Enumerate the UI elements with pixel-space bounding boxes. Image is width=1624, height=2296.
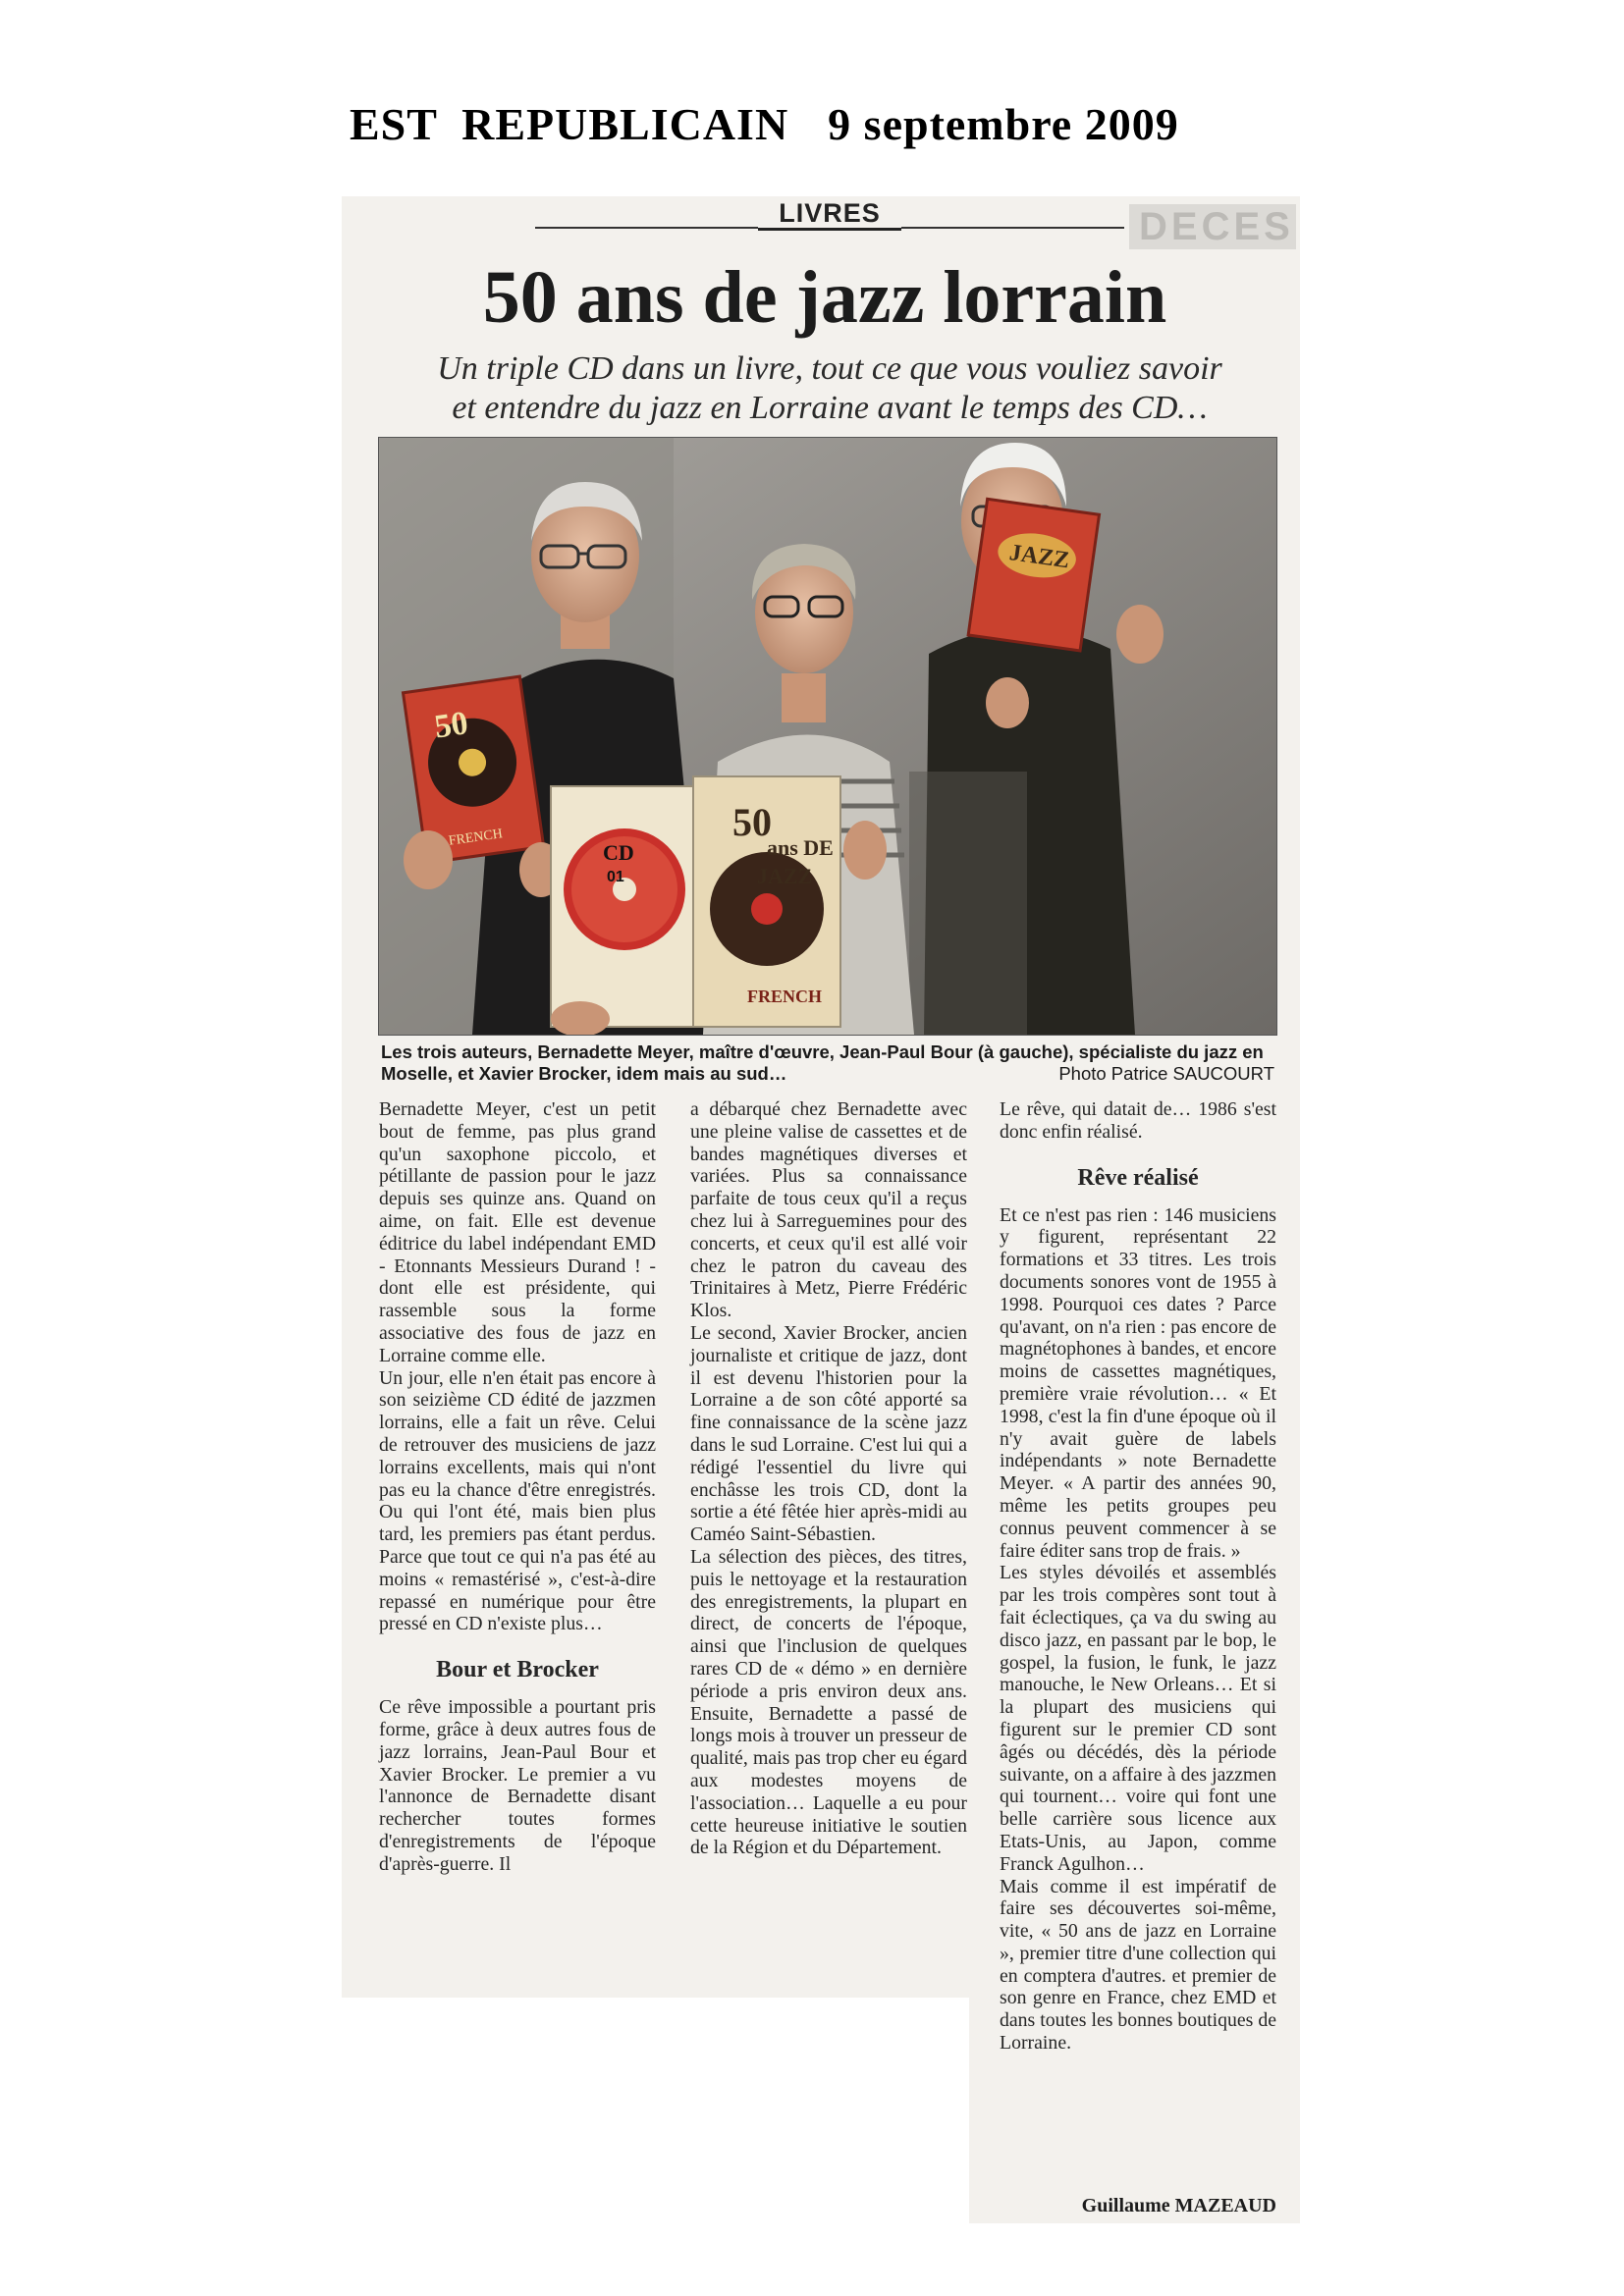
intertitle: Rêve réalisé — [1077, 1164, 1199, 1191]
author-signature: Guillaume MAZEAUD — [1081, 2195, 1276, 2216]
book-title-left: 50 — [432, 705, 470, 746]
article-column-3 — [1000, 1098, 1276, 2055]
adjacent-column-ghost-heading: DECES — [1129, 204, 1296, 249]
photo-caption — [381, 1041, 1274, 1085]
book-title-center-mid: ans DE — [767, 835, 834, 860]
subheadline-line-2: et entendre du jazz en Lorraine avant le temps des CD… — [452, 390, 1208, 426]
book-title-center: 50 — [732, 800, 772, 844]
book-series-left: FRENCH — [447, 827, 504, 849]
cd-label: CD — [603, 840, 634, 865]
article-column-1 — [379, 1098, 656, 1876]
page-header — [350, 98, 1292, 150]
article-photo — [378, 437, 1277, 1036]
book-title-center-jazz: JAZZ — [757, 864, 813, 888]
paragraph: Les styles dévoilés et assemblés par les trois compères sont tout à fait éclectiques, ça va du swing au disco jazz, en passant par le bop, le gospel, la fusion, le funk, le jazz manouche, le New Orleans… Et si la plupart des musiciens qui figurent sur le premier CD sont âgés ou décédés, dès la période suivante, on a affaire à des jazzmen qui tournent… voire qui font une belle carrière sous licence aux Etats-Unis, au Japon, comme Franck Agulhon… — [1000, 1562, 1276, 1875]
paragraph: Ce rêve impossible a pourtant pris forme, grâce à deux autres fous de jazz lorrains, Jean-Paul Bour et Xavier Brocker. Le premier a vu l'annonce de Bernadette disant rechercher toutes formes d'enregistrements de l'époque d'après-guerre. Il — [379, 1696, 656, 1875]
subheadline — [373, 349, 1286, 428]
headline: 50 ans de jazz lorrain — [482, 256, 1167, 339]
paragraph: La sélection des pièces, des titres, puis le nettoyage et la restauration des enregistrements, la plupart en direct, de concerts de l'époque, ainsi que l'inclusion de quelques rares CD de « démo » en dernière période a pris environ deux ans. Ensuite, Bernadette a passé de longs mois à trouver un presseur de qualité, mais pas trop cher eu égard aux modestes moyens de l'association… Laquelle a eu pour cette heureuse initiative le soutien de la Région et du Département. — [690, 1545, 967, 1859]
caption-text: Les trois auteurs, Bernadette Meyer, maître d'œuvre, Jean-Paul Bour (à gauche), spécialiste du jazz en Moselle, et Xavier Brocker, idem mais au sud… — [381, 1041, 1264, 1084]
section-rubric: LIVRES — [758, 198, 901, 231]
article-column-2 — [690, 1098, 967, 1859]
paragraph: Et ce n'est pas rien : 146 musiciens y figurent, représentant 22 formations et 33 titres. Les trois documents sonores vont de 1955 à 1998. Pourquoi ces dates ? Parce qu'avant, on n'a rien : pas encore de magnétophones à bandes, et encore moins de cassettes magnétiques, première vraie révolution… « Et 1998, c'est la fin d'une époque où il n'y avait guère de labels indépendants » note Bernadette Meyer. « A partir des années 90, même les petits groupes peu connus peuvent commencer à se faire éditer sans trop de frais. » — [1000, 1203, 1276, 1562]
paragraph: Le second, Xavier Brocker, ancien journaliste et critique de jazz, dont il est devenu l'historien pour la Lorraine a de son côté apporté sa fine connaissance de la scène jazz dans le sud Lorraine. C'est lui qui a rédigé l'essentiel du livre qui enchâsse les trois CD, dont la sortie a été fêtée hier après-midi au Caméo Saint-Sébastien. — [690, 1321, 967, 1546]
newspaper-name: EST REPUBLICAIN — [350, 99, 789, 149]
photo-credit: Photo Patrice SAUCOURT — [1058, 1063, 1274, 1084]
paragraph: Bernadette Meyer, c'est un petit bout de femme, pas plus grand qu'un saxophone piccolo, et pétillante de passion pour le jazz depuis ses quinze ans. Quand on aime, on fait. Elle est devenue éditrice du label indépendant EMD - Etonnants Messieurs Durand ! - dont elle est présidente, qui rassemble sous la forme associative des fous de jazz en Lorraine comme elle. — [379, 1098, 656, 1366]
open-book-with-cd — [551, 776, 840, 1027]
publication-date: 9 septembre 2009 — [828, 99, 1179, 149]
paragraph: Mais comme il est impératif de faire ses découvertes soi-même, vite, « 50 ans de jazz en Lorraine », premier titre d'une collection qui en comptera d'autres. et premier de son genre en France, chez EMD et dans toutes les bonnes boutiques de Lorraine. — [1000, 1875, 1276, 2055]
paragraph: Le rêve, qui datait de… 1986 s'est donc enfin réalisé. — [1000, 1098, 1276, 1143]
book-title-right: JAZZ — [1007, 540, 1071, 574]
subheadline-line-1: Un triple CD dans un livre, tout ce que vous vouliez savoir — [437, 350, 1222, 387]
intertitle: Bour et Brocker — [436, 1657, 599, 1683]
paragraph: Un jour, elle n'en était pas encore à son seizième CD édité de jazzmen lorrains, elle a fait un rêve. Celui de retrouver des musiciens de jazz lorrains excellents, mais qui n'ont pas eu la chance d'être enregistrés. Ou qui l'ont été, mais bien plus tard, les premiers pas étant perdus. Parce que tout ce qui n'a pas été au moins « remastérisé », c'est-à-dire repassé en numérique pour être pressé en CD n'existe plus… — [379, 1366, 656, 1635]
cd-number: 01 — [607, 869, 624, 885]
paragraph: a débarqué chez Bernadette avec une pleine valise de cassettes et de bandes magnétiques diverses et variées. Plus sa connaissance parfaite de tous ceux qu'il a reçus chez lui à Sarreguemines pour des concerts, et ceux qu'il est allé voir chez le patron du caveau des Trinitaires à Metz, Pierre Frédéric Klos. — [690, 1098, 967, 1322]
book-series-center: FRENCH — [747, 987, 822, 1006]
book-cover-right — [968, 499, 1099, 651]
